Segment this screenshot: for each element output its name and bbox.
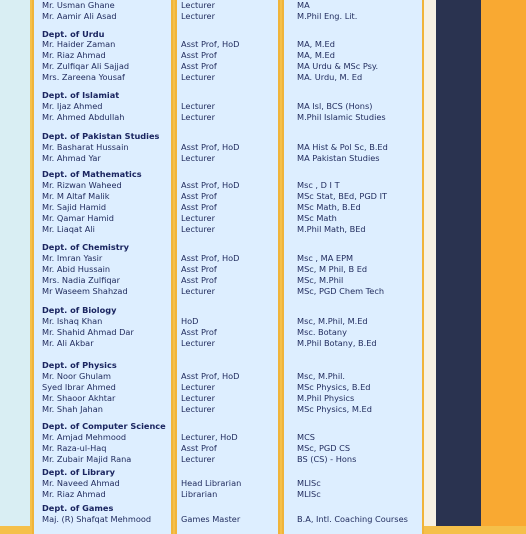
staff-qualification: MSc Physics, M.Ed	[297, 404, 372, 414]
staff-designation: Asst Prof	[181, 275, 217, 285]
staff-designation: Lecturer	[181, 153, 215, 163]
staff-qualification: Msc, M.Phil.	[297, 371, 345, 381]
staff-designation: Lecturer	[181, 454, 215, 464]
staff-qualification: M.Phil Math, BEd	[297, 224, 366, 234]
staff-designation: Lecturer	[181, 101, 215, 111]
staff-qualification: M.Phil Eng. Lit.	[297, 11, 358, 21]
staff-qualification: Msc. Botany	[297, 327, 347, 337]
staff-qualification: MSc Math, B.Ed	[297, 202, 361, 212]
staff-designation: Asst Prof	[181, 327, 217, 337]
staff-name: Mr. Riaz Ahmad	[42, 489, 106, 499]
staff-designation: Asst Prof, HoD	[181, 253, 240, 263]
staff-designation: Lecturer	[181, 11, 215, 21]
staff-name: Mr. Haider Zaman	[42, 39, 116, 49]
staff-designation: Lecturer	[181, 0, 215, 10]
department-heading: Dept. of Chemistry	[42, 242, 130, 252]
staff-designation: Asst Prof	[181, 61, 217, 71]
staff-name: Mr. Liaqat Ali	[42, 224, 95, 234]
staff-designation: Lecturer	[181, 72, 215, 82]
staff-designation: HoD	[181, 316, 199, 326]
staff-name: Mr. Zubair Majid Rana	[42, 454, 132, 464]
staff-qualification: MA Isl, BCS (Hons)	[297, 101, 373, 111]
staff-name: Mr. Ahmad Yar	[42, 153, 101, 163]
staff-name: Mr. Shahid Ahmad Dar	[42, 327, 134, 337]
staff-designation: Lecturer	[181, 213, 215, 223]
staff-name: Mrs. Zareena Yousaf	[42, 72, 125, 82]
staff-qualification: M.Phil Physics	[297, 393, 355, 403]
staff-designation: Asst Prof, HoD	[181, 142, 240, 152]
staff-name: Mr. Ijaz Ahmed	[42, 101, 103, 111]
staff-qualification: B.A, Intl. Coaching Courses	[297, 514, 408, 524]
staff-designation: Lecturer	[181, 382, 215, 392]
staff-name: Mr. Rizwan Waheed	[42, 180, 122, 190]
department-heading: Dept. of Pakistan Studies	[42, 131, 160, 141]
staff-qualification: Msc, M.Phil, M.Ed	[297, 316, 368, 326]
department-heading: Dept. of Library	[42, 467, 115, 477]
staff-name: Maj. (R) Shafqat Mehmood	[42, 514, 152, 524]
staff-name: Mr. Abid Hussain	[42, 264, 111, 274]
staff-qualification: MA Urdu & MSc Psy.	[297, 61, 379, 71]
staff-designation: Lecturer, HoD	[181, 432, 238, 442]
staff-qualification: MA Hist & Pol Sc, B.Ed	[297, 142, 388, 152]
staff-qualification: M.Phil Islamic Studies	[297, 112, 386, 122]
navy-decorative-bar	[436, 0, 481, 526]
staff-name: Mr. Noor Ghulam	[42, 371, 111, 381]
department-heading: Dept. of Urdu	[42, 29, 105, 39]
staff-qualification: MSc, PGD Chem Tech	[297, 286, 385, 296]
staff-designation: Asst Prof	[181, 50, 217, 60]
staff-designation: Lecturer	[181, 112, 215, 122]
staff-designation: Lecturer	[181, 404, 215, 414]
staff-qualification: M.Phil Botany, B.Ed	[297, 338, 377, 348]
staff-name: Mr. M Altaf Malik	[42, 191, 110, 201]
staff-qualification: MSc, M Phil, B Ed	[297, 264, 368, 274]
orange-decorative-bar	[481, 0, 526, 526]
department-heading: Dept. of Physics	[42, 360, 117, 370]
staff-designation: Asst Prof	[181, 264, 217, 274]
staff-name: Mr. Naveed Ahmad	[42, 478, 120, 488]
staff-name: Mr. Amjad Mehmood	[42, 432, 127, 442]
department-heading: Dept. of Mathematics	[42, 169, 142, 179]
staff-qualification: MA	[297, 0, 310, 10]
staff-designation: Librarian	[181, 489, 218, 499]
staff-name: Mr. Shah Jahan	[42, 404, 103, 414]
divider-strip	[424, 0, 436, 526]
staff-name: Mr. Ishaq Khan	[42, 316, 103, 326]
staff-qualification: MSc, M.Phil	[297, 275, 344, 285]
staff-qualification: MLISc	[297, 489, 321, 499]
staff-designation: Asst Prof, HoD	[181, 180, 240, 190]
staff-name: Mr. Qamar Hamid	[42, 213, 114, 223]
staff-name: Mr. Raza-ul-Haq	[42, 443, 107, 453]
staff-designation: Asst Prof, HoD	[181, 371, 240, 381]
staff-designation: Asst Prof	[181, 443, 217, 453]
staff-designation: Games Master	[181, 514, 241, 524]
staff-designation: Lecturer	[181, 338, 215, 348]
staff-designation: Lecturer	[181, 224, 215, 234]
staff-name: Mr. Zulfiqar Ali Sajjad	[42, 61, 130, 71]
staff-name: Mr. Ali Akbar	[42, 338, 94, 348]
staff-qualification: MSc, PGD CS	[297, 443, 351, 453]
staff-qualification: MSc Stat, BEd, PGD IT	[297, 191, 388, 201]
staff-name: Mrs. Nadia Zulfiqar	[42, 275, 120, 285]
staff-name: Syed Ibrar Ahmed	[42, 382, 116, 392]
staff-qualification: Msc , MA EPM	[297, 253, 354, 263]
department-heading: Dept. of Islamiat	[42, 90, 120, 100]
department-heading: Dept. of Biology	[42, 305, 117, 315]
staff-designation: Asst Prof, HoD	[181, 39, 240, 49]
staff-name: Mr. Aamir Ali Asad	[42, 11, 117, 21]
staff-designation: Lecturer	[181, 393, 215, 403]
left-margin-strip	[0, 0, 30, 526]
staff-qualification: MSc Physics, B.Ed	[297, 382, 371, 392]
staff-designation: Lecturer	[181, 286, 215, 296]
staff-name: Mr Waseem Shahzad	[42, 286, 128, 296]
staff-qualification: Msc , D I T	[297, 180, 340, 190]
staff-name: Mr. Riaz Ahmad	[42, 50, 106, 60]
staff-qualification: MSc Math	[297, 213, 337, 223]
staff-name: Mr. Usman Ghane	[42, 0, 115, 10]
staff-qualification: MCS	[297, 432, 315, 442]
staff-designation: Asst Prof	[181, 202, 217, 212]
staff-qualification: MA Pakistan Studies	[297, 153, 380, 163]
staff-designation: Asst Prof	[181, 191, 217, 201]
department-heading: Dept. of Computer Science	[42, 421, 166, 431]
staff-name: Mr. Ahmed Abdullah	[42, 112, 125, 122]
staff-name: Mr. Imran Yasir	[42, 253, 103, 263]
staff-qualification: MA, M.Ed	[297, 39, 335, 49]
staff-qualification: MLISc	[297, 478, 321, 488]
staff-qualification: MA. Urdu, M. Ed	[297, 72, 363, 82]
staff-qualification: MA, M.Ed	[297, 50, 335, 60]
staff-name: Mr. Shaoor Akhtar	[42, 393, 116, 403]
staff-name: Mr. Sajid Hamid	[42, 202, 107, 212]
department-heading: Dept. of Games	[42, 503, 114, 513]
staff-designation: Head Librarian	[181, 478, 242, 488]
staff-name: Mr. Basharat Hussain	[42, 142, 129, 152]
staff-qualification: BS (CS) - Hons	[297, 454, 357, 464]
